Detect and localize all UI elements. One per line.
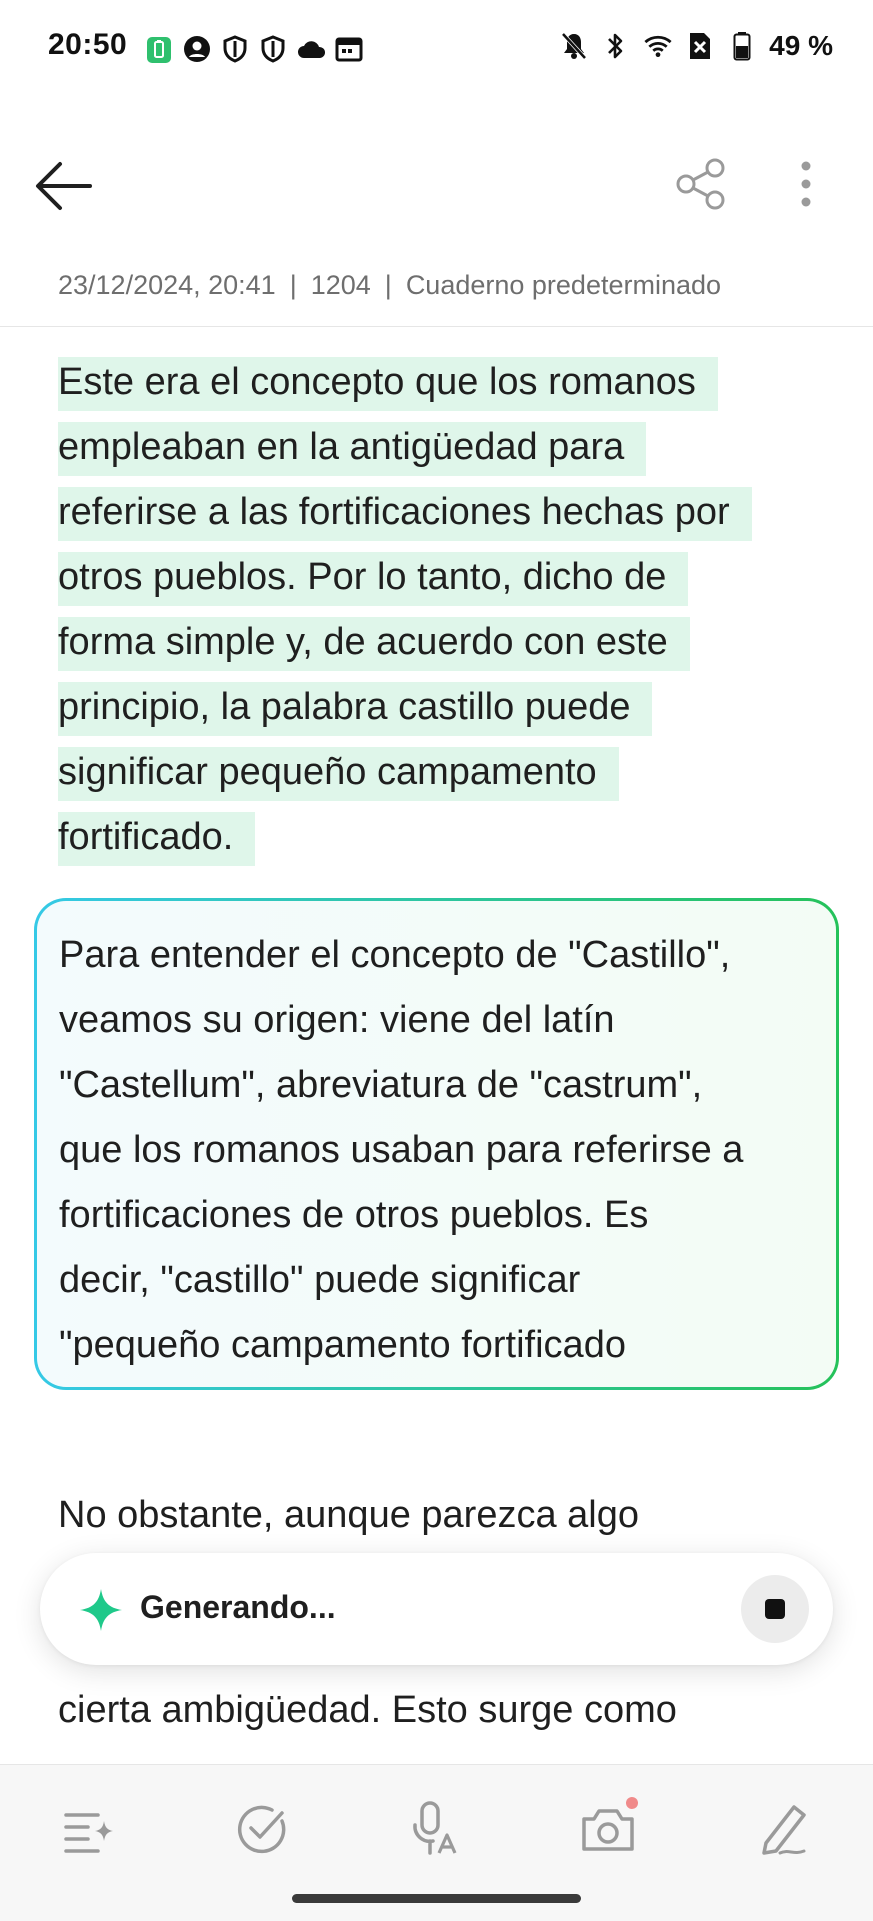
bluetooth-icon xyxy=(601,31,631,61)
highlighted-line: empleaban en la antigüedad para xyxy=(58,415,848,480)
ai-format-button[interactable] xyxy=(58,1799,118,1859)
notification-dot xyxy=(626,1797,638,1809)
camera-button[interactable] xyxy=(578,1799,638,1859)
ai-summary-card[interactable] xyxy=(34,898,839,1390)
pen-icon xyxy=(754,1799,814,1859)
highlighted-line: fortificado. xyxy=(58,805,848,870)
ai-format-icon xyxy=(58,1799,118,1859)
meta-separator: | xyxy=(289,270,297,300)
highlighted-line: forma simple y, de acuerdo con este xyxy=(58,610,848,675)
no-sim-icon xyxy=(685,31,715,61)
ai-summary-line: veamos su origen: viene del latín xyxy=(59,999,615,1041)
calendar-icon xyxy=(334,34,364,64)
stop-generating-button[interactable] xyxy=(741,1575,809,1643)
battery-saver-icon xyxy=(144,34,174,64)
cloud-icon xyxy=(296,34,326,64)
battery-icon xyxy=(727,31,757,61)
share-button[interactable] xyxy=(672,154,732,214)
body-text-line[interactable]: No obstante, aunque parezca algo xyxy=(58,1494,639,1536)
notification-icons xyxy=(144,34,364,64)
highlighted-line: referirse a las fortificaciones hechas por xyxy=(58,480,848,545)
highlighted-line: Este era el concepto que los romanos xyxy=(58,350,848,415)
ai-sparkle-icon xyxy=(78,1587,124,1633)
highlighted-line: otros pueblos. Por lo tanto, dicho de xyxy=(58,545,848,610)
note-date: 23/12/2024, 20:41 xyxy=(58,270,276,300)
highlighted-line: principio, la palabra castillo puede xyxy=(58,675,848,740)
ai-summary-line: Para entender el concepto de "Castillo", xyxy=(59,934,731,976)
more-options-button[interactable] xyxy=(786,154,826,214)
shield-icon xyxy=(258,34,288,64)
battery-percent: 49 % xyxy=(769,30,833,61)
generating-label: Generando... xyxy=(140,1589,336,1625)
ai-summary-line: que los romanos usaban para referirse a xyxy=(59,1129,744,1171)
note-metadata xyxy=(58,270,721,301)
highlighted-paragraph[interactable] xyxy=(58,350,848,870)
ai-summary-line: "pequeño campamento fortificado xyxy=(59,1324,626,1366)
voice-transcribe-button[interactable] xyxy=(406,1799,466,1859)
wifi-icon xyxy=(643,31,673,61)
arrow-left-icon xyxy=(34,158,94,214)
top-app-bar xyxy=(0,140,873,230)
stop-icon xyxy=(765,1599,785,1619)
ai-summary-line: decir, "castillo" puede significar xyxy=(59,1259,581,1301)
header-divider xyxy=(0,326,873,327)
more-vertical-icon xyxy=(786,154,826,214)
meta-separator: | xyxy=(384,270,392,300)
ai-summary-text xyxy=(59,923,816,1378)
home-indicator[interactable] xyxy=(292,1894,581,1903)
voice-transcribe-icon xyxy=(406,1799,466,1859)
notebook-name[interactable]: Cuaderno predeterminado xyxy=(405,270,722,300)
checklist-button[interactable] xyxy=(232,1799,292,1859)
checklist-icon xyxy=(232,1799,292,1859)
pen-button[interactable] xyxy=(754,1799,814,1859)
mute-icon xyxy=(559,31,589,61)
ai-summary-line: "Castellum", abreviatura de "castrum", xyxy=(59,1064,703,1106)
body-text-line[interactable]: cierta ambigüedad. Esto surge como xyxy=(58,1689,677,1731)
shield-icon xyxy=(220,34,250,64)
status-time: 20:50 xyxy=(48,28,128,61)
account-icon xyxy=(182,34,212,64)
back-button[interactable] xyxy=(34,158,94,214)
word-count: 1204 xyxy=(310,270,371,300)
system-icons xyxy=(559,30,833,62)
ai-summary-line: fortificaciones de otros pueblos. Es xyxy=(59,1194,649,1236)
ai-summary-content xyxy=(37,901,836,1387)
highlighted-line: significar pequeño campamento xyxy=(58,740,848,805)
share-icon xyxy=(672,154,732,214)
generating-status-pill xyxy=(40,1553,833,1665)
status-bar xyxy=(0,0,873,96)
